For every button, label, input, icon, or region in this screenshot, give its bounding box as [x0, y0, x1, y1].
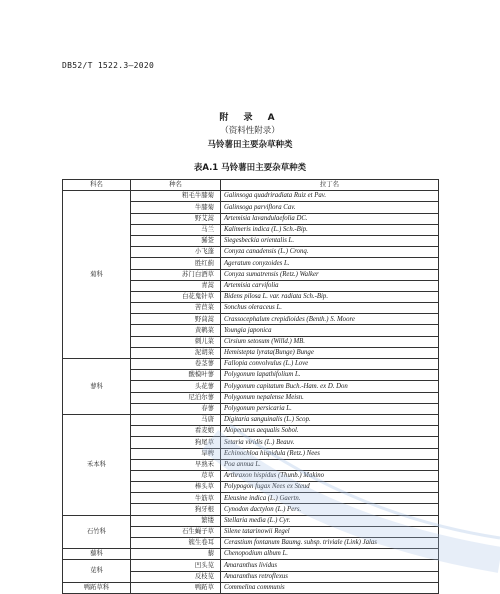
family-cell: 藜科 [63, 549, 131, 560]
species-name-cell: 簇生卷耳 [131, 538, 221, 549]
latin-name-cell: Commelina communis [221, 582, 439, 593]
table-row [63, 549, 439, 560]
table-row [63, 359, 439, 370]
species-name-cell: 尼泊尔蓼 [131, 392, 221, 403]
species-name-cell: 头花蓼 [131, 381, 221, 392]
latin-name-cell: Amaranthus retroflexus [221, 571, 439, 582]
latin-name-cell: Polygonum persicaria L. [221, 403, 439, 414]
family-cell: 石竹科 [63, 515, 131, 549]
latin-name-cell: Galinsoga parviflora Cav. [221, 202, 439, 213]
latin-name-cell: Kalimeris indica (L.) Sch.-Bip. [221, 224, 439, 235]
latin-name-cell: Polygonum nepalense Meisn. [221, 392, 439, 403]
table-row [63, 582, 439, 593]
species-name-cell: 青蒿 [131, 280, 221, 291]
latin-name-cell: Amaranthus lividus [221, 560, 439, 571]
species-name-cell: 反枝苋 [131, 571, 221, 582]
latin-name-cell: Polypogon fugax Nees ex Steud [221, 482, 439, 493]
species-name-cell: 刺儿菜 [131, 336, 221, 347]
latin-name-cell: Artemisia lavandulaefolia DC. [221, 213, 439, 224]
table-caption: 表A.1 马铃薯田主要杂草种类 [193, 163, 307, 173]
table-row [63, 560, 439, 571]
latin-name-cell: Silene tatarinowii Regel [221, 526, 439, 537]
species-name-cell: 春蓼 [131, 403, 221, 414]
latin-name-cell: Polygonum capitatum Buch.-Ham. ex D. Don [221, 381, 439, 392]
species-name-cell: 粗毛牛膝菊 [131, 191, 221, 202]
family-cell: 鸭跖草科 [63, 582, 131, 593]
latin-name-cell: Eleusine indica (L.) Gaertn. [221, 493, 439, 504]
species-name-cell: 豨莶 [131, 235, 221, 246]
species-name-cell: 棒头草 [131, 482, 221, 493]
latin-name-cell: Digitaria sanguinalis (L.) Scop. [221, 414, 439, 425]
species-name-cell: 看麦娘 [131, 426, 221, 437]
latin-name-cell: Conyza canadensis (L.) Cronq. [221, 247, 439, 258]
table-row [63, 191, 439, 202]
species-name-cell: 凹头苋 [131, 560, 221, 571]
species-name-cell: 石生蝇子草 [131, 526, 221, 537]
latin-name-cell: Echinochloa hispidula (Retz.) Nees [221, 448, 439, 459]
latin-name-cell: Crassocephalum crepidioides (Benth.) S. Moore [221, 314, 439, 325]
latin-name-cell: Bidens pilosa L. var. radiata Sch.-Bip. [221, 291, 439, 302]
latin-name-cell: Cynodon dactylon (L.) Pers. [221, 504, 439, 515]
species-name-cell: 野艾蒿 [131, 213, 221, 224]
species-name-cell: 旱稗 [131, 448, 221, 459]
species-name-cell: 藜 [131, 549, 221, 560]
latin-name-cell: Arthraxon hispidus (Thunb.) Makino [221, 470, 439, 481]
family-cell: 禾本科 [63, 414, 131, 515]
latin-name-cell: Ageratum conyzoides L. [221, 258, 439, 269]
species-name-cell: 黄鹌菜 [131, 325, 221, 336]
family-cell: 蓼科 [63, 359, 131, 415]
species-name-cell: 白花鬼针草 [131, 291, 221, 302]
latin-name-cell: Artemisia carvifolia [221, 280, 439, 291]
latin-name-cell: Conyza sumatrensis (Retz.) Walker [221, 269, 439, 280]
table-row [63, 515, 439, 526]
species-name-cell: 狗尾草 [131, 437, 221, 448]
latin-name-cell: Cirsium setosum (Willd.) MB. [221, 336, 439, 347]
species-name-cell: 马唐 [131, 414, 221, 425]
latin-name-cell: Sonchus oleraceus L. [221, 303, 439, 314]
table-row [63, 414, 439, 425]
family-cell: 苋科 [63, 560, 131, 582]
species-name-cell: 马兰 [131, 224, 221, 235]
species-name-cell: 酸模叶蓼 [131, 370, 221, 381]
column-header-latin: 拉丁名 [221, 180, 439, 191]
latin-name-cell: Polygonum lapathifolium L. [221, 370, 439, 381]
species-name-cell: 苏门白酒草 [131, 269, 221, 280]
species-name-cell: 苦苣菜 [131, 303, 221, 314]
appendix-type: （资料性附录） [220, 126, 280, 136]
document-code: DB52/T 1522.3—2020 [62, 61, 155, 70]
column-header-family: 科名 [63, 180, 131, 191]
latin-name-cell: Hemistepta lyrata(Bunge) Bunge [221, 347, 439, 358]
weed-species-table [62, 179, 439, 594]
latin-name-cell: Poa annua L. [221, 459, 439, 470]
species-name-cell: 牛筋草 [131, 493, 221, 504]
species-name-cell: 荩草 [131, 470, 221, 481]
appendix-title: 附 录 A [219, 113, 281, 123]
latin-name-cell: Fallopia convolvulus (L.) Love [221, 359, 439, 370]
weed-species-table-container [62, 179, 438, 592]
latin-name-cell: Stellaria media (L.) Cyr. [221, 515, 439, 526]
latin-name-cell: Setaria viridis (L.) Beauv. [221, 437, 439, 448]
species-name-cell: 牛膝菊 [131, 202, 221, 213]
appendix-name: 马铃薯田主要杂草种类 [207, 140, 293, 150]
species-name-cell: 狗牙根 [131, 504, 221, 515]
latin-name-cell: Galinsoga quadriradiata Ruiz et Pav. [221, 191, 439, 202]
species-name-cell: 野茼蒿 [131, 314, 221, 325]
latin-name-cell: Alopecurus aequalis Sobol. [221, 426, 439, 437]
species-name-cell: 泥胡菜 [131, 347, 221, 358]
species-name-cell: 鸭跖草 [131, 582, 221, 593]
latin-name-cell: Siegesbeckia orientalis L. [221, 235, 439, 246]
species-name-cell: 小飞蓬 [131, 247, 221, 258]
species-name-cell: 胜红蓟 [131, 258, 221, 269]
column-header-species: 种名 [131, 180, 221, 191]
species-name-cell: 繁缕 [131, 515, 221, 526]
table-header-row [63, 180, 439, 191]
table-body [63, 191, 439, 594]
species-name-cell: 卷茎蓼 [131, 359, 221, 370]
latin-name-cell: Youngia japonica [221, 325, 439, 336]
latin-name-cell: Chenopodium album L. [221, 549, 439, 560]
latin-name-cell: Cerastium fontanum Baumg. subsp. triviale (Link) Jalas [221, 538, 439, 549]
species-name-cell: 早熟禾 [131, 459, 221, 470]
family-cell: 菊科 [63, 191, 131, 359]
